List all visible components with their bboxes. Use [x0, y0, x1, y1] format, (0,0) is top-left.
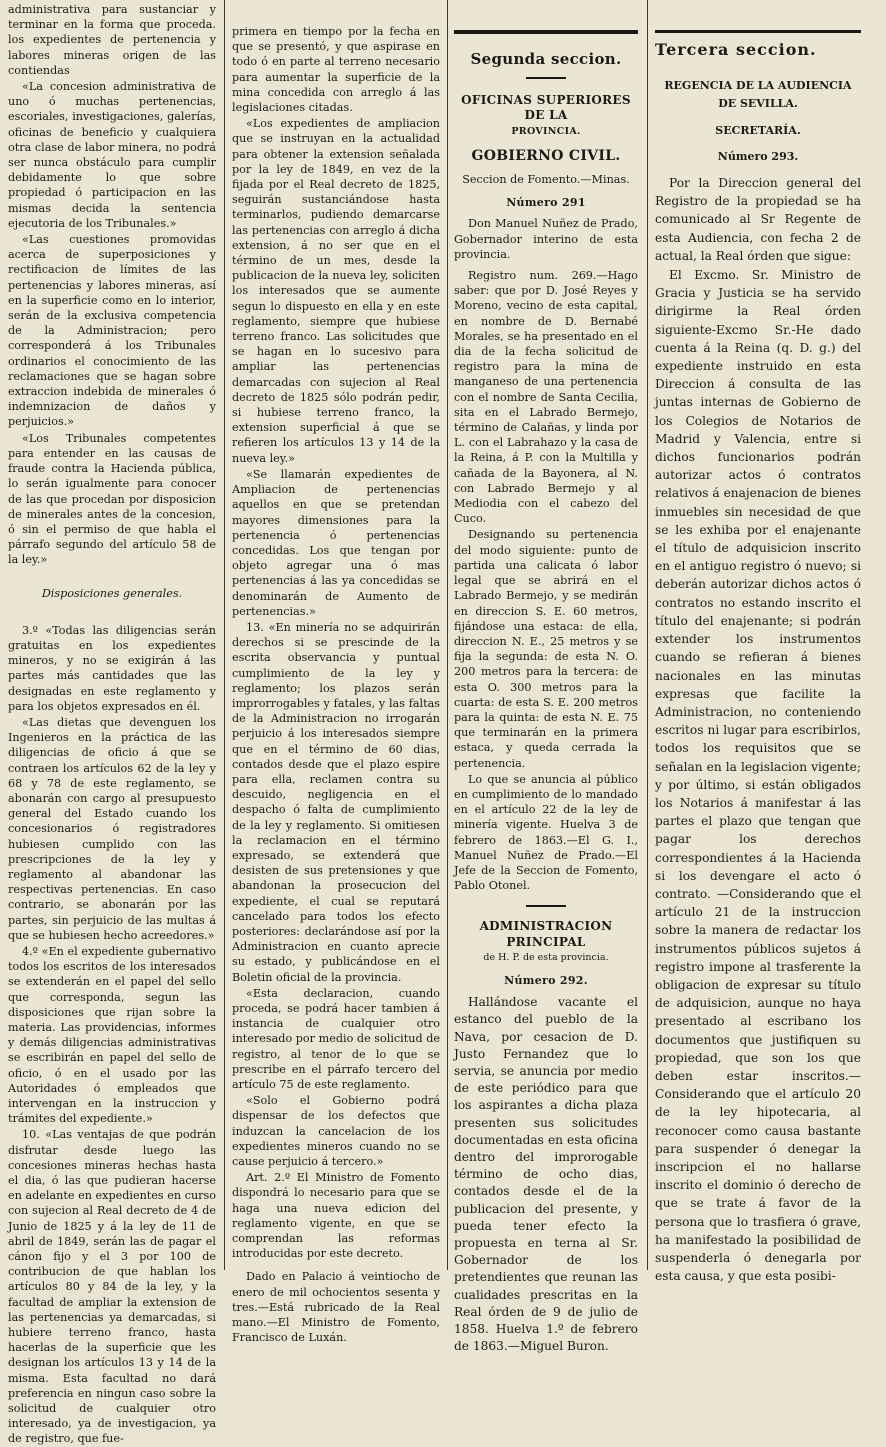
column-rule	[224, 0, 225, 1270]
paragraph: «Los expedientes de ampliacion que se instruyan en la actualidad para obtener la extension señalada por la ley de 1849, en vez de la fijada por el Real decreto de 1825, seguirán sustanciándose hasta terminarlos, pudiendo demarcarse las pertenencias con arreglo á dicha extension, á no ser que en el término de un mes, desde la publicacion de la nueva ley, soliciten los interesados que se aumente segun lo dispuesto en ella y en este reglamento, siempre que hubiese terreno franco. Las solicitudes que se hagan en lo sucesivo para ampliar las pertenencias demarcadas con sujecion al Real decreto de 1825 sólo podrán pedir, si hubiese terreno franco, la extension superficial á que se refieren los artículos 13 y 14 de la nueva ley.»	[232, 117, 440, 465]
subheading-disposiciones: Disposiciones generales.	[41, 586, 183, 600]
paragraph: administrativa para sustanciar y terminar en la forma que proceda. los expedientes de pertenencia y labores mineras origen de las contiendas	[8, 3, 216, 77]
paragraph: 4.º «En el expediente gubernativo todos los escritos de los interesados se extenderán en el papel del sello que corresponda, segun las disposiciones que rijan sobre la materia. Las providencias, informes y demás diligencias administrativas se escribirán en papel del sello de oficio, ó en el usado por las Autoridades ó empleados que intervengan en la instruccion y trámites del expediente.»	[8, 944, 216, 1126]
paragraph: «Solo el Gobierno podrá dispensar de los defectos que induzcan la cancelacion de los expedientes mineros cuando no se cause perjuicio á tercero.»	[232, 1094, 440, 1169]
separator	[526, 77, 566, 79]
offices-title: OFICINAS SUPERIORES DE LA	[461, 93, 631, 123]
paragraph: 13. «En minería no se adquirirán derechos si se prescinde de la escrita observancia y puntual cumplimiento de la ley y reglamento; los plazos serán improrrogables y fatales, y las faltas de la Administracion no irrogarán perjuicio á los interesados siempre que en el término de 60 dias, contados desde que el plazo espire para ella, reclamen contra su descuido, negligencia en el despacho ó falta de cumplimiento de la ley y reglamento. Si omitiesen la reclamacion en el término expresado, se extenderá que desisten de sus pretensiones y que abandonan la prosecucion del expediente, el cual se reputará cancelado para todos los efecto posteriores: declarándose así por la Administracion en cuanto aprecie su estado, y publicándose en el Boletin oficial de la provincia.	[232, 620, 440, 984]
paragraph: «Las dietas que devenguen los Ingenieros en la práctica de las diligencias de oficio á que se contraen los artículos 62 de la ley y 68 y 78 de este reglamento, se abonarán con cargo al presupuesto general del Estado cuando los concesionarios ó registradores hubiesen cumplido con las prescripciones de la ley y reglamento al abandonar las respectivas pertenencias. En caso contrario, se abonarán por las partes, sin perjuicio de las multas á que se hubiesen hecho acreedores.»	[8, 715, 216, 942]
column-3	[454, 0, 640, 1354]
paragraph: 3.º «Todas las diligencias serán gratuitas en los expedientes mineros, y no se exigirán á las partes más cantidades que las designadas en este reglamento y para los objetos expresados en él.	[8, 623, 216, 713]
top-rule	[454, 30, 638, 34]
numero-292: Número 292.	[504, 973, 588, 987]
numero-291: Número 291	[506, 196, 586, 210]
column-rule	[647, 0, 648, 1270]
separator	[526, 905, 566, 907]
paragraph: «Se llamarán expedientes de Ampliacion de pertenencias aquellos en que se pretendan mayores dimensiones para la pertenencia ó pertenencias concedidas. Los que tengan por objeto agregar una ó mas pertenencias á las ya concedidas se denominarán de Aumento de pertenencias.»	[232, 467, 440, 618]
paragraph: Don Manuel Nuñez de Prado, Gobernador interino de esta provincia.	[454, 217, 638, 261]
paragraph: «Esta declaracion, cuando proceda, se podrá hacer tambien á instancia de cualquier otro interesado por medio de solicitud de registro, al tenor de lo que se prescribe en el párrafo tercero del artículo 75 de este reglamento.	[232, 986, 440, 1092]
paragraph: El Excmo. Sr. Ministro de Gracia y Justicia se ha servido dirigirme la Real órden siguiente-Excmo Sr.-He dado cuenta á la Reina (q. D. g.) del expediente instruido en esta Direccion á consulta de las juntas internas de Gobierno de los Colegios de Notarios de Madrid y Valencia, entre si dichos funcionarios podrán autorizar actos ó contratos relativos á enajenacion de bienes inmuebles sin necesidad de que se les exhiba por el enajenante el título de adquisicion inscrito en el antiguo registro ó nuevo; si deberán autorizar dichos actos ó contratos no estando inscrito el título del enajenante; si podrán extender los instrumentos cuando se refieran á bienes nacionales en las minutas expresas que facilite la Administracion, no conteniendo escritos ni lugar para escribirlos, todos los requisitos que se señalan en la legislacion vigente; y por último, si están obligados los Notarios á manifestar á las partes el plazo que tengan que pagar los derechos correspondientes á la Hacienda si los devengare el acto ó contrato. —Considerando que el artículo 21 de la instruccion sobre la manera de redactar los instrumentos públicos sujetos á registro impone al trasferente la obligacion de expresar su título de adquisicion, aunque no haya presentado al escribano los documentos que justifiquen su propiedad, que son los que deben estar inscritos.—Considerando que el artículo 20 de la ley hipotecaria, al reconocer como causa bastante para suspender ó denegar la inscripcion el no hallarse inscrito el dominio ó derecho de que se trate á favor de la persona que lo trasfiera ó grave, ha manifestado la posibilidad de suspenderla ó denegarla por esta causa, y que esta posibi-	[655, 268, 861, 1284]
paragraph: Designando su pertenencia del modo siguiente: punto de partida una calicata ó labor legal que se abrirá en el Labrado Bermejo, y se medirán en direccion S. E. 60 metros, fijándose una estaca: de ella, direccion N. E., 25 metros y se fija la segunda: de esta N. O. 200 metros para la tercera: de esta O. 300 metros para la cuarta: de esta S. E. 200 metros para la quinta: de esta N. E. 75 que terminarán en la primera estaca, y queda cerrada la pertenencia.	[454, 528, 638, 770]
column-rule	[447, 0, 448, 1270]
paragraph: 10. «Las ventajas de que podrán disfrutar desde luego las concesiones mineras hechas hasta el dia, ó las que pudieran hacerse en adelante en expedientes en curso con sujecion al Real decreto de 4 de Junio de 1825 y á la ley de 11 de abril de 1849, serán las de pagar el cánon fijo y el 3 por 100 de contribucion de que hablan los artículos 80 y 84 de la ley, y la facultad de ampliar la extension de las pertenencias ya demarcadas, si hubiere terreno franco, hasta hacerlas de la superficie que les designan los artículos 13 y 14 de la misma. Esta facultad no dará preferencia en ningun caso sobre la solicitud de cualquier otro interesado, ya de investigacion, ya de registro, que fue-	[8, 1128, 216, 1446]
paragraph: Lo que se anuncia al público en cumplimiento de lo mandado en el artículo 22 de la ley de minería vigente. Huelva 3 de febrero de 1863.—El G. I., Manuel Nuñez de Prado.—El Jefe de la Seccion de Fomento, Pablo Otonel.	[454, 772, 638, 893]
paragraph: Hallándose vacante el estanco del pueblo de la Nava, por cesacion de D. Justo Fernandez que lo servia, se anuncia por medio de este periódico para que los aspirantes a dicha plaza presenten sus solicitudes documentadas en esta oficina dentro del improrogable término de ocho dias, contados desde el de la publicacion del presente, y pueda tener efecto la propuesta en terna al Sr. Gobernador de los pretendientes que reunan las cualidades prescritas en la Real órden de 9 de julio de 1858. Huelva 1.º de febrero de 1863.—Miguel Buron.	[454, 995, 638, 1354]
paragraph: «Las cuestiones promovidas acerca de superposiciones y rectificacion de límites de las pertenencias y labores mineras, así en la superficie como en lo interior, serán de la exclusiva competencia de la Administracion; pero corresponderá á los Tribunales ordinarios el conocimiento de las reclamaciones que se hagan sobre extraccion indebida de minerales ó indemnizacion de daños y perjuicios.»	[8, 233, 216, 429]
seccion-label: Seccion de Fomento.—Minas.	[462, 173, 630, 187]
gobierno-civil-title: GOBIERNO CIVIL.	[471, 147, 621, 164]
admin-subtitle: de H. P. de esta provincia.	[483, 951, 609, 963]
secretaria-title: SECRETARÍA.	[715, 123, 801, 137]
paragraph: primera en tiempo por la fecha en que se presentó, y que aspirase en todo ó en parte al terreno necesario para aumentar la superficie de la mina concedida con arreglo á las legislaciones citadas.	[232, 25, 440, 115]
admin-title: ADMINISTRACION PRINCIPAL	[479, 919, 613, 949]
paragraph: Registro num. 269.—Hago saber: que por D. José Reyes y Moreno, vecino de esta capital, en nombre de D. Bernabé Morales, se ha presentado en el dia de la fecha solicitud de registro para la mina de manganeso de una pertenencia con el nombre de Santa Cecilia, sita en el Labrado Bermejo, término de Calañas, y linda por L. con el Labrahazo y la casa de la Reina, á P. con la Multilla y cañada de la Bayonera, al N. con Labrado Bermejo y al Mediodia con el cabezo del Cuco.	[454, 269, 638, 526]
regencia-title: REGENCIA DE LA AUDIENCIA DE SEVILLA.	[664, 79, 852, 111]
section-title-tercera: Tercera seccion.	[655, 40, 817, 59]
paragraph: «Los Tribunales competentes para entender en las causas de fraude contra la Hacienda pública, lo serán igualmente para conocer de las que procedan por disposicion de minerales antes de la concesion, ó sin el permiso de que habla el párrafo segundo del artículo 58 de la ley.»	[8, 431, 216, 567]
section-title-segunda: Segunda seccion.	[470, 50, 622, 68]
column-1	[8, 0, 218, 1446]
column-4	[655, 0, 861, 1284]
paragraph: Art. 2.º El Ministro de Fomento dispondrá lo necesario para que se haga una nueva edicion del reglamento vigente, en que se comprendan las reformas introducidas por este decreto.	[232, 1171, 440, 1261]
offices-subtitle: PROVINCIA.	[511, 125, 581, 137]
top-rule	[655, 30, 861, 33]
numero-293: Número 293.	[717, 149, 799, 163]
column-2	[232, 0, 442, 1345]
paragraph: «La concesion administrativa de uno ó muchas pertenencias, escoriales, investigaciones, galerías, oficinas de beneficio y cualquiera otra clase de labor minera, no podrá ser nunca obstáculo para cumplir debidamente lo que sobre propiedad ó participacion en las mismas decida la sentencia ejecutoria de los Tribunales.»	[8, 80, 216, 230]
paragraph: Por la Direccion general del Registro de la propiedad se ha comunicado al Sr Regente de esta Audiencia, con fecha 2 de actual, la Real órden que sigue:	[655, 176, 861, 263]
paragraph: Dado en Palacio á veintiocho de enero de mil ochocientos sesenta y tres.—Está rubricado de la Real mano.—El Ministro de Fomento, Francisco de Luxán.	[232, 1270, 440, 1345]
